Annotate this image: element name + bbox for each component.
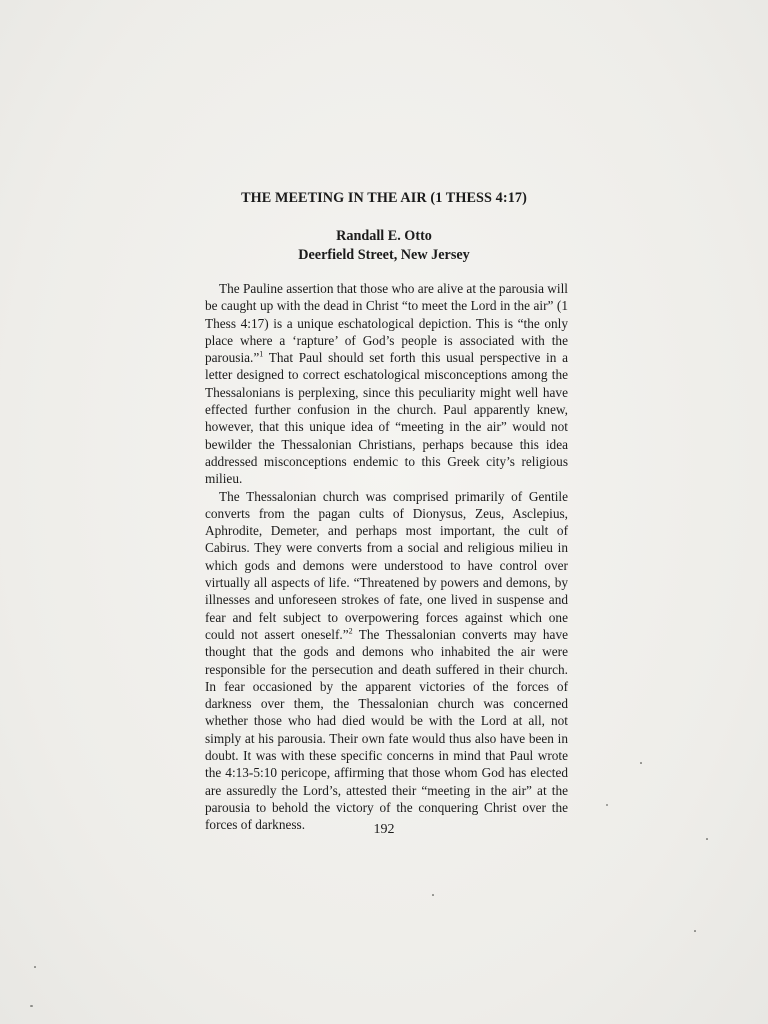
footnote-ref-2: 2 bbox=[348, 626, 353, 636]
scan-speck bbox=[30, 1005, 33, 1007]
page-number: 192 bbox=[373, 822, 395, 837]
article-body bbox=[205, 280, 568, 834]
scan-speck bbox=[432, 894, 434, 896]
scan-speck bbox=[640, 762, 642, 764]
scan-speck bbox=[706, 838, 708, 840]
scan-speck bbox=[606, 804, 608, 806]
paragraph-1 bbox=[205, 280, 568, 488]
author-affiliation: Deerfield Street, New Jersey bbox=[298, 247, 470, 263]
paragraph-2 bbox=[205, 488, 568, 834]
paragraph-2-text-b: The Thessalonian converts may have thought that the gods and demons who inhabited the air were responsible for the persecution and death suffered in their church. In fear occasioned by the apparent victories of the forces of darkness over them, the Thessalonian church was concerned whether those who had died would be with the Lord at all, not simply at his parousia. Their own fate would thus also have been in doubt. It was with these specific concerns in mind that Paul wrote the 4:13-5:10 pericope, affirming that those whom God has elected are assuredly the Lord’s, attested their “meeting in the air” at the parousia to behold the victory of the conquering Christ over the forces of darkness. bbox=[205, 626, 568, 833]
paragraph-2-text-a: The Thessalonian church was comprised primarily of Gentile converts from the pagan cults of Dionysus, Zeus, Asclepius, Aphrodite, Demeter, and perhaps most important, the cult of Cabirus. They were converts from a social and religious milieu in which gods and demons were understood to have control over virtually all aspects of life. “Threatened by powers and demons, by illnesses and unforeseen strokes of fate, one lived in suspense and fear and felt subject to overpowering forces against which one could not assert oneself.” bbox=[205, 488, 568, 642]
footnote-ref-1: 1 bbox=[259, 349, 264, 359]
paragraph-1-text-b: That Paul should set forth this usual perspective in a letter designed to correct eschatological misconceptions among the Thessalonians is perplexing, since this peculiarity might well have effected further confusion in the church. Paul apparently knew, however, that this unique idea of “meeting in the air” would not bewilder the Thessalonian Christians, perhaps because this idea addressed misconceptions endemic to this Greek city’s religious milieu. bbox=[205, 350, 568, 487]
author-name: Randall E. Otto bbox=[336, 228, 432, 244]
scan-speck bbox=[34, 966, 36, 968]
article-title: THE MEETING IN THE AIR (1 THESS 4:17) bbox=[241, 190, 527, 206]
paragraph-1-text-a: The Pauline assertion that those who are alive at the parousia will be caught up with the dead in Christ “to meet the Lord in the air” (1 Thess 4:17) is a unique eschatological depiction. This is “the only place where a ‘rapture’ of God’s people is associated with the parousia.” bbox=[205, 281, 568, 366]
byline bbox=[0, 227, 768, 265]
scan-speck bbox=[694, 930, 696, 932]
